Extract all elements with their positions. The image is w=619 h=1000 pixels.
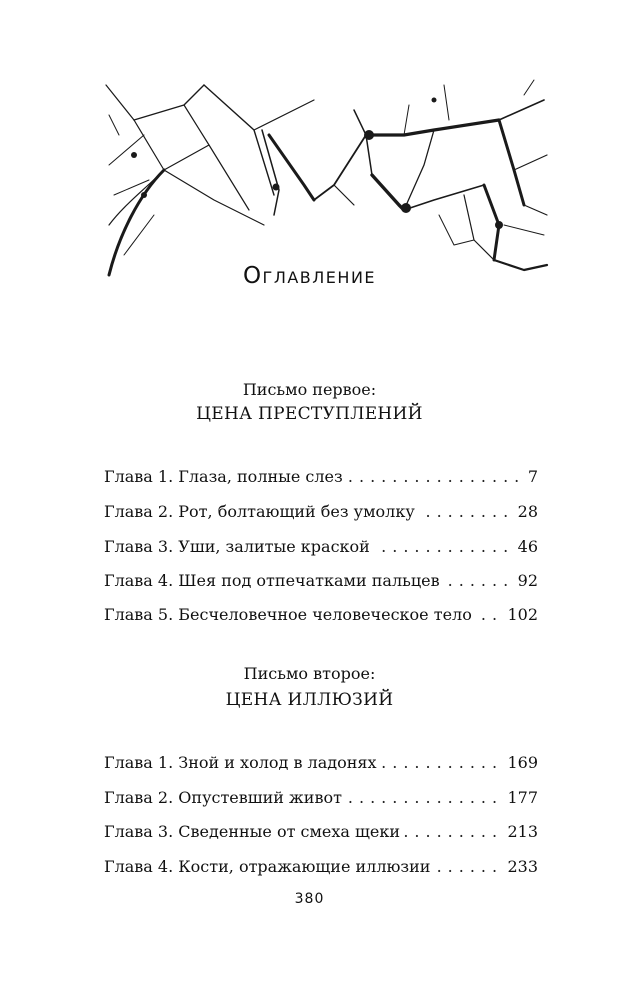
toc-entry[interactable]: [104, 537, 538, 559]
letter-subtitle: Письмо первое:: [242, 380, 377, 399]
letter-subtitle: Письмо второе:: [243, 664, 376, 683]
chapter-title: Глава 4. Кости, отражающие иллюзии: [104, 857, 434, 876]
toc-entry[interactable]: [104, 753, 538, 775]
chapter-page: 177: [503, 788, 538, 807]
toc-entry[interactable]: [104, 605, 538, 627]
chapter-title: Глава 3. Уши, залитые краской: [104, 537, 374, 556]
chapter-page: 213: [503, 822, 538, 841]
toc-entry[interactable]: [104, 788, 538, 810]
chapter-page: 92: [514, 571, 538, 590]
chapter-title: Глава 3. Сведенные от смеха щеки: [104, 822, 404, 841]
chapter-title: Глава 4. Шея под отпечатками пальцев: [104, 571, 444, 590]
chapter-page: 233: [503, 857, 538, 876]
toc-entry[interactable]: [104, 857, 538, 879]
chapter-title: Глава 1. Глаза, полные слез: [104, 467, 347, 486]
chapter-title: Глава 2. Рот, болтающий без умолку: [104, 502, 419, 521]
chapter-title: Глава 1. Зной и холод в ладонях: [104, 753, 381, 772]
toc-entry[interactable]: [104, 502, 538, 524]
chapter-page: 169: [503, 753, 538, 772]
toc-entry[interactable]: [104, 822, 538, 844]
letter-title: ЦЕНА ИЛЛЮЗИЙ: [225, 690, 394, 710]
chapter-page: 102: [503, 605, 538, 624]
chapter-page: 7: [524, 467, 538, 486]
chapter-title: Глава 2. Опустевший живот: [104, 788, 346, 807]
cracked-glass-illustration: [104, 75, 549, 290]
page-number: 380: [294, 891, 325, 907]
chapter-title: Глава 5. Бесчеловечное человеческое тело: [104, 605, 476, 624]
toc-entry[interactable]: [104, 571, 538, 593]
letter-title: ЦЕНА ПРЕСТУПЛЕНИЙ: [196, 404, 423, 424]
page-title: Оглавление: [242, 263, 377, 289]
chapter-page: 28: [514, 502, 538, 521]
toc-entry[interactable]: [104, 467, 538, 489]
chapter-page: 46: [514, 537, 538, 556]
